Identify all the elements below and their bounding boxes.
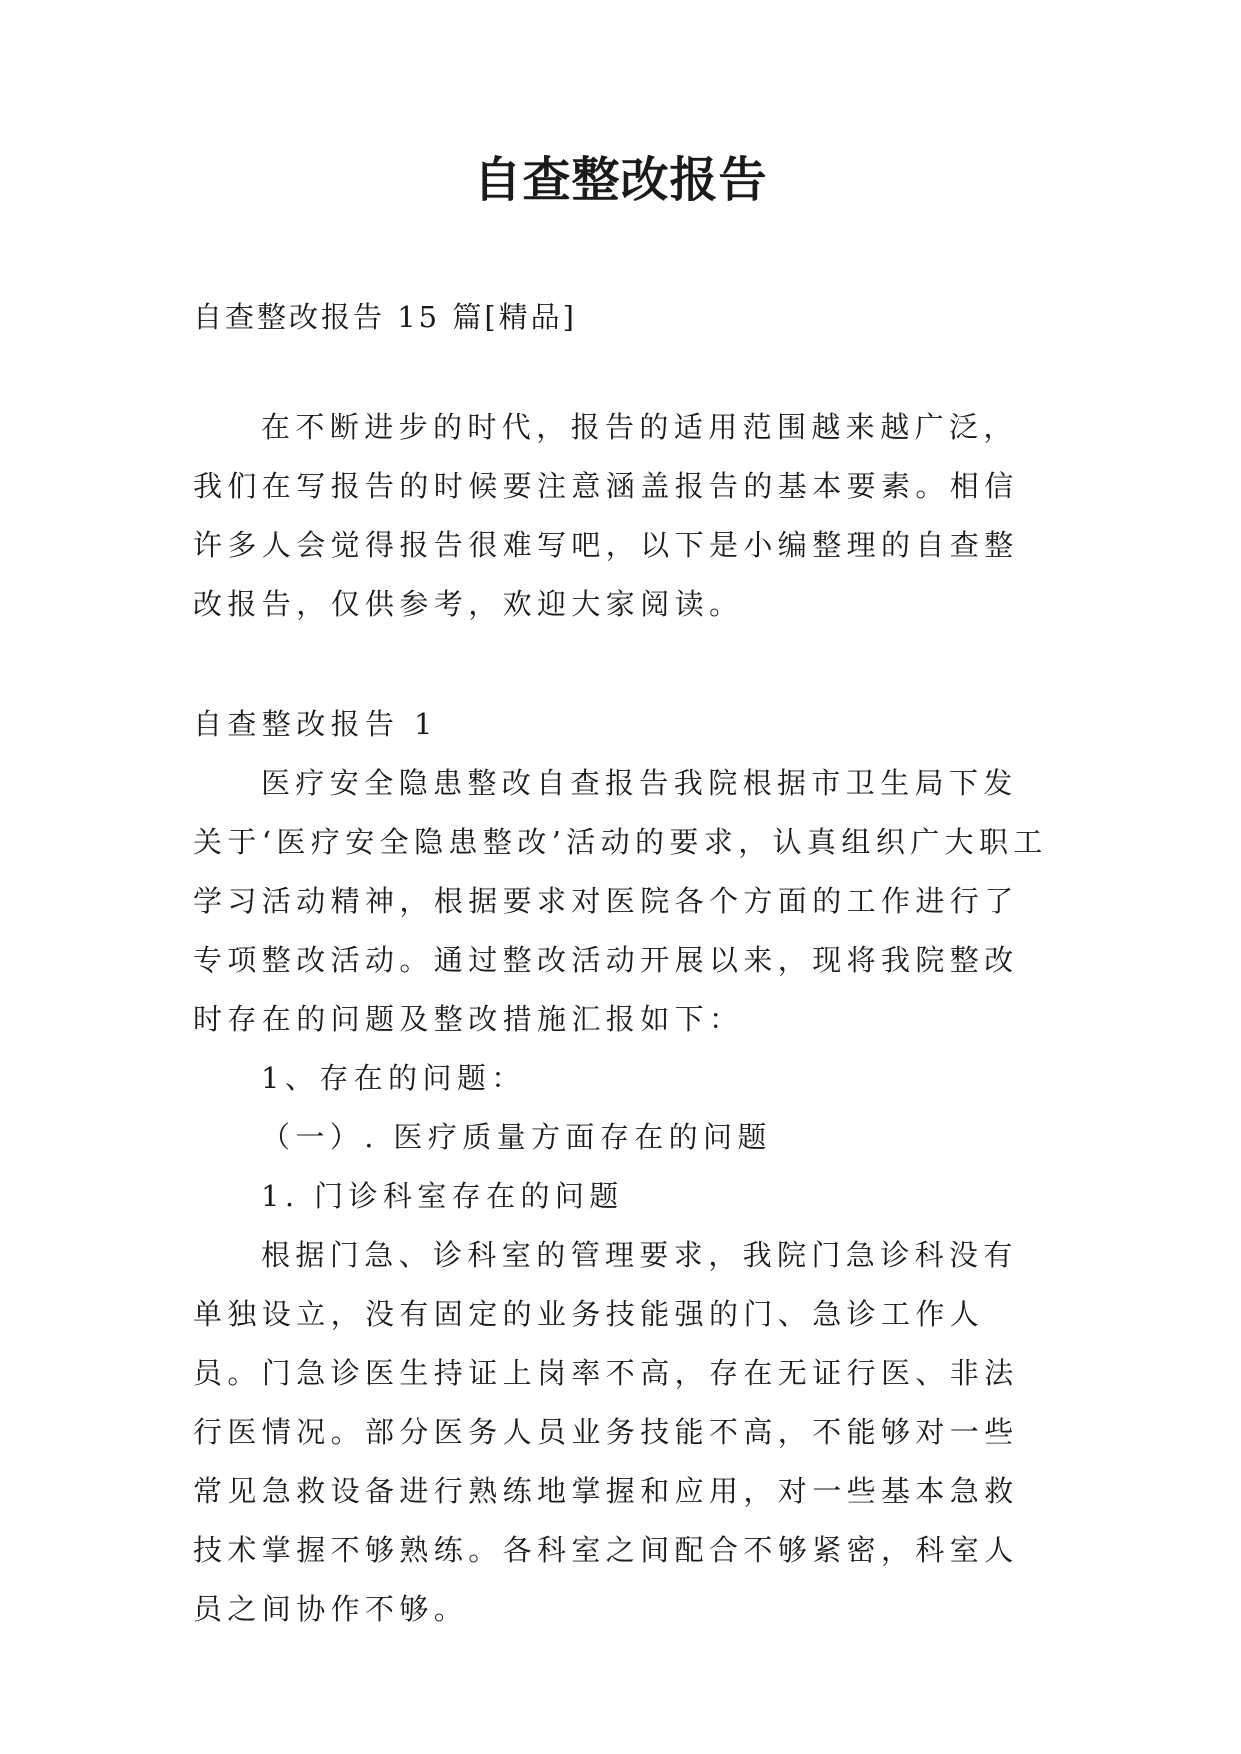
- section-body-paragraph: 医疗安全隐患整改自查报告我院根据市卫生局下发关于‘医疗安全隐患整改’活动的要求，认真组织广大职工学习活动精神，根据要求对医院各个方面的工作进行了专项整改活动。通过整改活动开展以来，现将我院整改时存在的问题及整改措施汇报如下：: [193, 766, 1048, 1036]
- list-item-medical-quality-problems: （一）. 医疗质量方面存在的问题: [261, 1120, 772, 1154]
- section-heading: 自查整改报告 1: [193, 707, 438, 741]
- outpatient-problems-paragraph: 根据门急、诊科室的管理要求，我院门急诊科没有单独设立，没有固定的业务技能强的门、急诊工作人员。门急诊医生持证上岗率不高，存在无证行医、非法行医情况。部分医务人员业务技能不高，不能够对一些常见急救设备进行熟练地掌握和应用，对一些基本急救技术掌握不够熟练。各科室之间配合不够紧密，科室人员之间协作不够。: [193, 1238, 1019, 1626]
- list-item-outpatient-problems: 1. 门诊科室存在的问题: [261, 1179, 624, 1213]
- document-title: 自查整改报告: [473, 152, 768, 208]
- intro-paragraph-block: [193, 398, 1049, 634]
- subtitle-text: 自查整改报告 15 篇[精品]: [193, 300, 577, 334]
- list-item-existing-problems: 1、存在的问题：: [261, 1061, 526, 1095]
- document-subtitle: [193, 288, 1049, 347]
- section-1: [193, 695, 1049, 1639]
- intro-paragraph: 在不断进步的时代，报告的适用范围越来越广泛，我们在写报告的时候要注意涵盖报告的基本要素。相信许多人会觉得报告很难写吧，以下是小编整理的自查整改报告，仅供参考，欢迎大家阅读。: [193, 410, 1019, 621]
